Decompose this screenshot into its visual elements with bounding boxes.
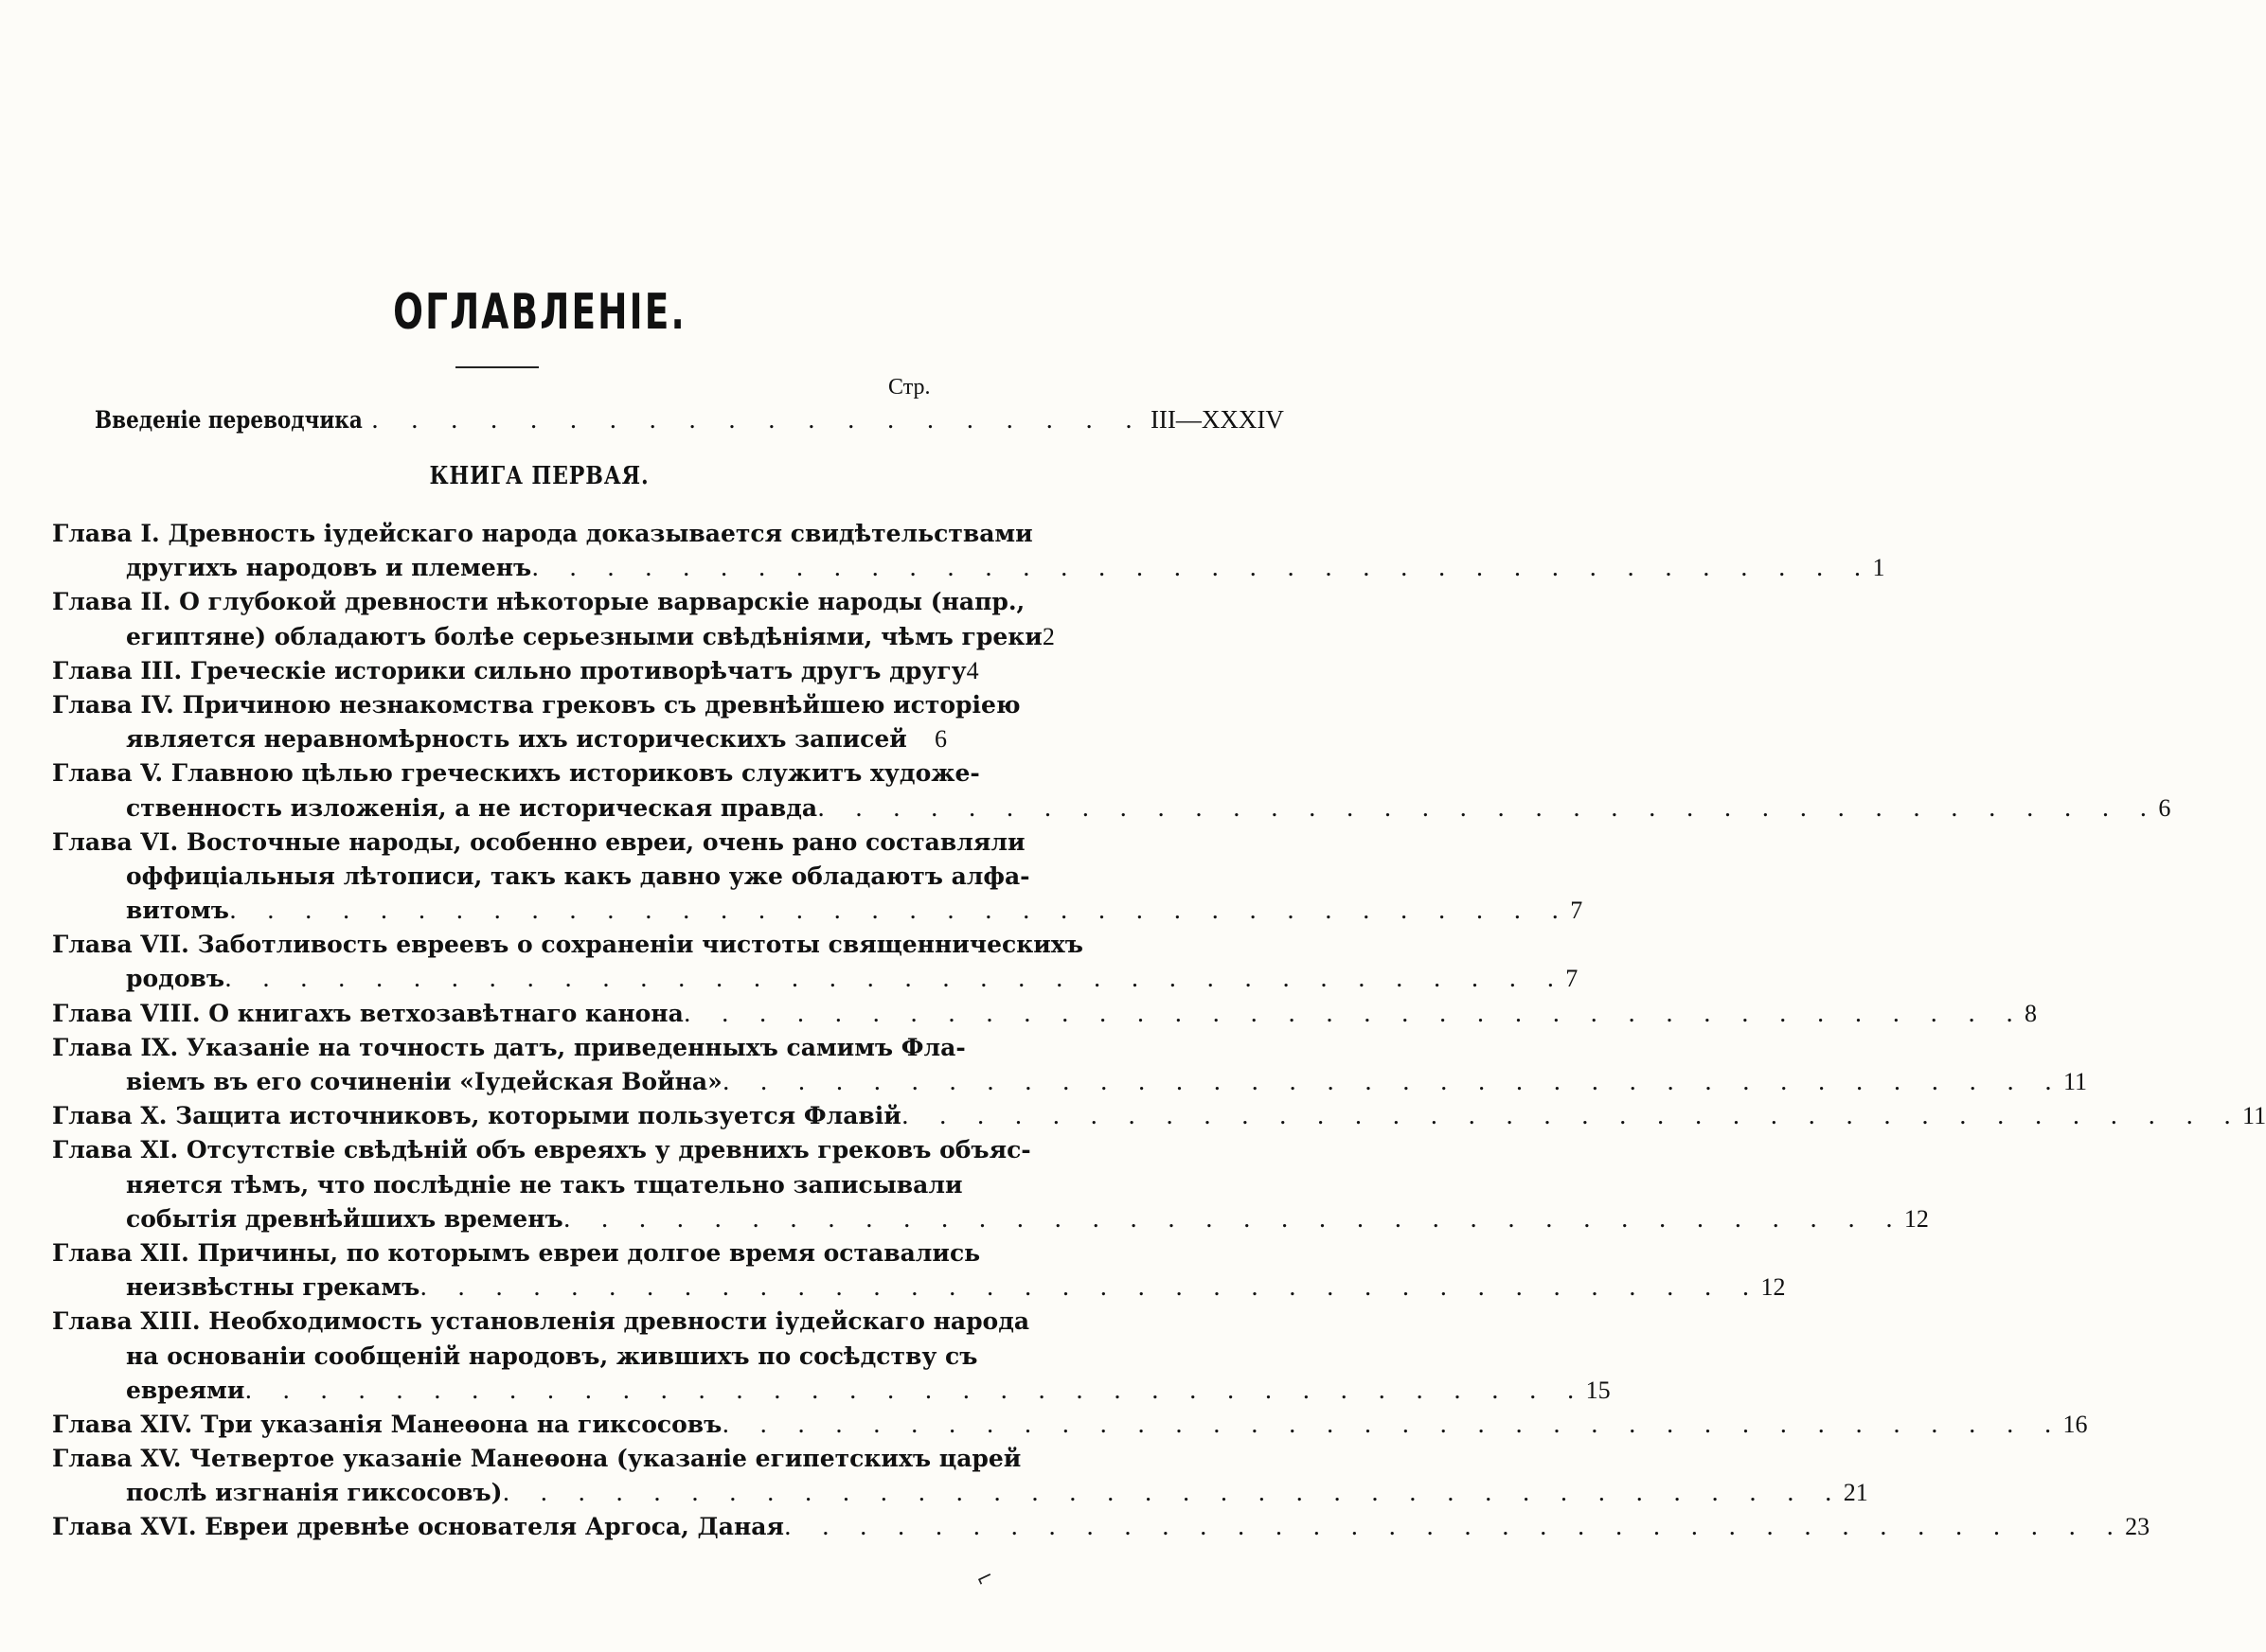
toc-entry-text: ственность изложенія, а не историческая правда	[126, 793, 818, 822]
stray-pen-mark: ⌐	[972, 1564, 998, 1593]
title-divider	[455, 366, 539, 368]
toc-entry-continuation	[52, 1374, 1611, 1408]
toc-entry-text: на основаніи сообщеній народовъ, жившихъ по сосѣдству съ	[126, 1341, 978, 1370]
toc-entry-continuation	[52, 962, 1579, 996]
toc-entry	[52, 1031, 2088, 1099]
toc-entry-text: Глава I. Древность іудейскаго народа доказывается свидѣтельствами	[52, 520, 1033, 547]
toc-entry-line	[52, 1133, 1031, 1167]
toc-entry	[52, 1236, 1786, 1305]
intro-leader-dots: . . . . . . . . . . . . . . . . . . . .	[371, 406, 1145, 434]
toc-entry-continuation	[52, 894, 1583, 928]
leader-dots: . . . . . . . . . . . . . . . . . . . . . . . . . . . . . . . . . . . .	[722, 1410, 2063, 1438]
toc-entry-text: віемъ въ его сочиненіи «Іудейская Война»	[126, 1068, 723, 1095]
toc-entry-text: является неравномѣрность ихъ историческихъ записей	[126, 725, 907, 754]
toc-page-number: 8	[2025, 999, 2038, 1027]
toc-entry-line	[52, 1031, 966, 1065]
toc-entry-continuation	[52, 791, 2171, 826]
toc-entry-text: Глава IX. Указаніе на точность датъ, приведенныхъ самимъ Фла-	[52, 1033, 966, 1061]
toc-entry-line	[52, 928, 1083, 962]
toc-entry-continuation	[52, 1476, 1868, 1510]
toc-entry-line	[52, 826, 1026, 860]
toc-entry-text: Глава VI. Восточные народы, особенно евреи, очень рано составляли	[52, 827, 1026, 856]
toc-entry-continuation	[52, 1168, 963, 1202]
book-heading	[0, 462, 1079, 490]
toc-entry-line	[52, 1099, 2266, 1133]
toc-entry-line	[52, 1408, 2088, 1442]
toc-entry-text: Глава XVI. Евреи древнѣе основателя Аргоса, Даная	[52, 1513, 784, 1541]
toc-entry-text: Глава XII. Причины, по которымъ евреи долгое время оставались	[52, 1238, 981, 1267]
toc-page-number: 16	[2062, 1410, 2088, 1438]
toc-page-number: 12	[1903, 1204, 1929, 1233]
leader-dots: . . . . . . . . . . . . . . . . . . . . . . . . . . . . . . . . . . . .	[224, 965, 1566, 993]
toc-entry	[52, 585, 1055, 653]
intro-pages: III—XXXIV	[1150, 405, 1284, 434]
toc-entry-text: няется тѣмъ, что послѣдніе не такъ тщательно записывали	[126, 1170, 963, 1199]
toc-entry	[52, 756, 2171, 825]
toc-entry-line	[52, 517, 1033, 551]
toc-entry	[52, 1133, 1929, 1236]
toc-page-number: 23	[2125, 1513, 2150, 1541]
toc-page-number: 1	[1872, 554, 1885, 582]
leader-dots: . . . . . . . . . . . . . . . . . . . . . . . . . . . . . . . . . . . .	[683, 999, 2025, 1027]
toc-entry-continuation	[52, 722, 947, 756]
book-title: КНИГА ПЕРВАЯ.	[429, 462, 651, 490]
toc-entry-text: египтяне) обладаютъ болѣе серьезными свѣдѣніями, чѣмъ греки	[126, 622, 1043, 650]
leader-dots: . . . . . . . . . . . . . . . . . . . . . . . . . . . . . . . . . . . .	[419, 1273, 1761, 1302]
toc-entry	[52, 517, 1885, 585]
toc-entry-text: витомъ	[126, 897, 229, 925]
toc-page-number: 11	[2063, 1068, 2088, 1095]
toc-entry	[52, 928, 1579, 996]
leader-dots: . . . . . . . . . . . . . . . . . . . . . . . . . . . . . . . . . . . .	[722, 1068, 2063, 1095]
toc-entry	[52, 1510, 2150, 1544]
leader-dots: . . . . . . . . . . . . . . . . . . . . . . . . . . . . . . . . . . . .	[783, 1513, 2126, 1541]
toc-entry	[52, 688, 1021, 756]
toc-entry-continuation	[52, 1340, 978, 1374]
toc-entry-text: событія древнѣйшихъ временъ	[126, 1204, 563, 1233]
toc-entry-continuation	[52, 551, 1885, 585]
toc-entry-line	[52, 1305, 1030, 1339]
toc-entry-text: Глава XIV. Три указанія Манеѳона на гиксосовъ	[52, 1410, 723, 1438]
toc-entry-continuation	[52, 860, 1030, 894]
toc-entry	[52, 1408, 2088, 1442]
toc-entry	[52, 1442, 1868, 1510]
toc-page-number: 7	[1565, 965, 1579, 993]
toc-entry-line	[52, 1236, 981, 1270]
leader-dots: . . . . . . . . . . . . . . . . . . . . . . . . . . . . . . . . . . . .	[502, 1479, 1844, 1507]
toc-page-number: 15	[1585, 1376, 1611, 1404]
toc-entry	[52, 1305, 1611, 1408]
toc-entry-text: Глава IV. Причиною незнакомства грековъ съ древнѣйшею исторіею	[52, 690, 1021, 719]
toc-entry-text: оффиціальныя лѣтописи, такъ какъ давно уже обладаютъ алфа-	[126, 862, 1030, 890]
toc-page-number: 21	[1843, 1479, 1868, 1507]
page-column-label: Стр.	[888, 375, 931, 400]
intro-label: Введеніе переводчика	[95, 406, 363, 434]
toc-entry-text: Глава XIII. Необходимость установленія древности іудейскаго народа	[52, 1307, 1030, 1336]
toc-entry-text: Глава VII. Заботливость евреевъ о сохраненіи чистоты священническихъ	[52, 931, 1083, 959]
intro-entry	[95, 405, 1284, 443]
toc-page-number: 12	[1760, 1273, 1786, 1302]
toc-entry-text: послѣ изгнанія гиксосовъ)	[126, 1479, 503, 1507]
leader-dots: . . . . . . . . . . . . . . . . . . . . . . . . . . . . . . . . . . . .	[562, 1204, 1904, 1233]
toc-entry-text: другихъ народовъ и племенъ	[126, 554, 532, 582]
toc-entry-line	[52, 997, 2038, 1031]
toc-page-number: 4	[966, 656, 979, 684]
toc-entry-line	[52, 688, 1021, 722]
toc-entry-continuation	[52, 1202, 1929, 1236]
leader-dots: . . . . . . . . . . . . . . . . . . . . . . . . . . . . . . . . . . . .	[817, 793, 2159, 822]
leader-dots: . . . . . . . . . . . . . . . . . . . . . . . . . . . . . . . . . . . .	[244, 1376, 1586, 1404]
toc-page-number: 2	[1042, 622, 1055, 650]
leader-dots: . . . . . . . . . . . . . . . . . . . . . . . . . . . . . . . . . . . .	[228, 897, 1571, 925]
toc-entry-text: Глава X. Защита источниковъ, которыми пользуется Флавій	[52, 1102, 901, 1130]
toc-list	[52, 517, 2266, 1545]
toc-entry-line	[52, 1510, 2150, 1544]
toc-entry-text: родовъ	[126, 965, 225, 993]
toc-entry-line	[52, 756, 980, 790]
toc-entry-text: Глава XV. Четвертое указаніе Манеѳона (указаніе египетскихъ царей	[52, 1445, 1022, 1473]
toc-entry	[52, 826, 1583, 929]
toc-entry-text: Глава VIII. О книгахъ ветхозавѣтнаго канона	[52, 999, 684, 1027]
toc-entry-text: неизвѣстны грекамъ	[126, 1273, 420, 1302]
toc-entry-continuation	[52, 620, 1055, 654]
toc-entry	[52, 1099, 2266, 1133]
leader-dots: . . . . . . . . . . . . . . . . . . . . . . . . . . . . . . . . . . . .	[901, 1102, 2243, 1130]
toc-entry-line	[52, 585, 1026, 619]
toc-page-number: 7	[1570, 897, 1583, 925]
toc-page-number: 6	[935, 725, 947, 754]
toc-entry	[52, 997, 2038, 1031]
toc-entry-text: Глава XI. Отсутствіе свѣдѣній объ евреяхъ у древнихъ грековъ объяс-	[52, 1136, 1031, 1164]
toc-entry-text: евреями	[126, 1376, 245, 1404]
leader-dots: . . . . . . . . . . . . . . . . . . . . . . . . . . . . . . . . . . . .	[531, 554, 1873, 582]
toc-entry-text: Глава V. Главною цѣлью греческихъ историковъ служитъ художе-	[52, 759, 980, 788]
page-title: ОГЛАВЛЕНІЕ.	[393, 284, 687, 341]
toc-page-number: 11	[2242, 1102, 2266, 1130]
toc-entry-continuation	[52, 1065, 2088, 1099]
toc-entry-text: Глава III. Греческіе историки сильно противорѣчатъ другъ другу	[52, 656, 967, 684]
toc-page-number: 6	[2158, 793, 2171, 822]
toc-entry-continuation	[52, 1270, 1786, 1305]
toc-entry	[52, 654, 979, 688]
toc-entry-text: Глава II. О глубокой древности нѣкоторые варварскіе народы (напр.,	[52, 588, 1026, 616]
toc-entry-line	[52, 1442, 1022, 1476]
toc-entry-line	[52, 654, 979, 688]
